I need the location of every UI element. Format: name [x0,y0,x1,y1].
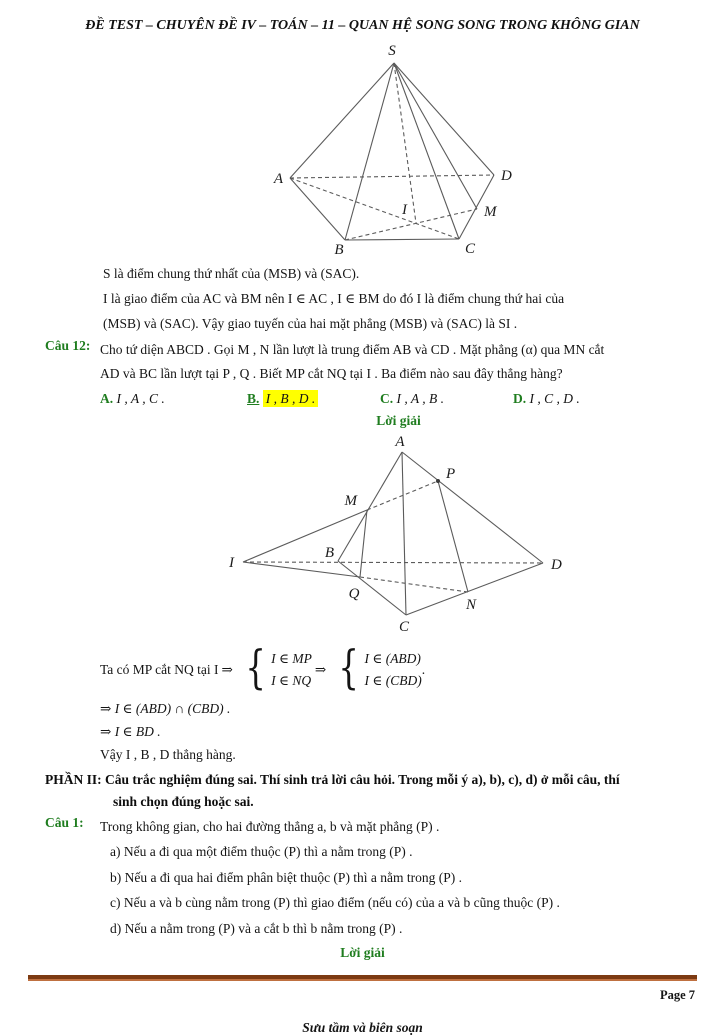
question-1-items [0,839,725,941]
cases-block-2 [364,650,421,690]
answer-option-c [380,389,513,409]
page-title: ĐỀ TEST – CHUYÊN ĐỀ IV – TOÁN – 11 – QUAN HỆ SONG SONG TRONG KHÔNG GIAN [85,18,640,33]
answer-text-b-highlighted: I , B , D . [263,390,319,407]
segment-qn-hidden [360,577,468,592]
segment-ibd-hidden [243,562,543,563]
vertex-label-b: B [324,545,334,561]
answer-option-a [100,389,247,409]
diagram-tetrahedron-abcd [220,433,578,637]
answer-text-d: I , C , D . [529,391,580,406]
question-12-label: Câu 12: [45,338,91,353]
point-p-dot [436,479,440,483]
question-12-text-line2: AD và BC lần lượt tại P , Q . Biết MP cắt NQ tại I . Ba điểm nào sau đây thẳng hàng? [100,366,563,381]
vertex-label-p: P [446,466,456,482]
vertex-label-a: A [395,434,405,450]
answer-letter-c: C. [380,391,394,406]
diagram-pyramid-sabcd [254,41,538,259]
solution-heading-1: Lời giải [340,945,385,960]
edge-sd [394,63,494,175]
footer-divider [28,975,697,981]
edge-bc [345,239,459,240]
vertex-label-q: Q [348,586,360,602]
question-1-item-a: a) Nếu a đi qua một điểm thuộc (P) thì a nằm trong (P) . [110,844,413,859]
solution-11-line1: S là điểm chung thứ nhất của (MSB) và (SAC). [103,266,360,281]
edge-ac [402,452,406,615]
answer-option-d [513,389,697,409]
question-1-label: Câu 1: [45,815,84,830]
question-1-item-c: c) Nếu a và b cùng nằm trong (P) thì giao điểm (nếu có) của a và b cũng thuộc (P) . [110,895,560,910]
vertex-label-s: S [388,43,396,59]
question-12 [0,338,725,431]
implies-arrow: ⇒ [100,701,112,716]
answer-text-a: I , A , C . [116,391,165,406]
answer-row [100,389,697,409]
period: . [421,662,426,677]
solution-12-line2-text: I ∈ (ABD) ∩ (CBD) . [114,701,231,716]
segment-ac-hidden [290,178,459,239]
solution-12-line3 [0,720,725,743]
implies-arrow: ⇒ [100,724,112,739]
part-2-heading [0,769,725,813]
answer-option-b-correct [247,389,380,409]
vertex-label-c: C [465,241,476,257]
part-2-heading-line1: Câu trắc nghiệm đúng sai. Thí sinh trả lời câu hỏi. Trong mỗi ý a), b), c), d) ở mỗi câu, thí [105,772,620,787]
solution-11-text [0,261,725,336]
vertex-label-b: B [334,242,344,258]
case-2b: I ∈ (CBD) [364,673,422,688]
cases-brace-2: { [338,640,360,695]
case-2a: I ∈ (ABD) [364,651,421,666]
part-2-label: PHẦN II: [45,772,102,787]
solution-12-intro: Ta có MP cắt NQ tại I [100,662,219,677]
implies-arrow: ⇒ [314,662,327,677]
cases-block-1 [271,650,312,690]
implies-arrow: ⇒ [221,662,233,677]
vertex-label-i: I [402,202,407,218]
vertex-label-n: N [465,597,477,613]
part-2-heading-line2: sinh chọn đúng hoặc sai. [113,794,254,809]
edge-ad-hidden [290,175,494,178]
footer-credit: Sưu tầm và biên soạn [302,1020,423,1035]
segment-si-hidden [394,63,416,223]
vertex-label-a: A [273,171,283,187]
question-1-item-b: b) Nếu a đi qua hai điểm phân biệt thuộc (P) thì a nằm trong (P) . [110,869,463,885]
edge-ad [402,452,543,563]
question-1-text: Trong không gian, cho hai đường thẳng a, b và mặt phẳng (P) . [100,819,440,834]
case-1b: I ∈ NQ [271,673,312,688]
edge-sm [394,63,477,209]
page-number: Page 7 [659,988,695,1002]
answer-letter-b: B. [247,391,260,406]
case-1a: I ∈ MP [271,651,312,666]
answer-letter-a: A. [100,391,114,406]
segment-im [243,510,367,562]
answer-text-c: I , A , B . [396,391,445,406]
solution-11-line2: I là giao điểm của AC và BM nên I ∈ AC , I ∈ BM do đó I là điểm chung thứ hai của [103,291,565,306]
question-1 [0,815,725,839]
segment-mq [360,510,367,577]
solution-heading-12: Lời giải [376,413,421,428]
solution-12-line2 [0,697,725,720]
vertex-label-m: M [484,204,497,220]
solution-12-line3-text: I ∈ BD . [114,724,161,739]
solution-12-conclusion: Vậy I , B , D thẳng hàng. [100,747,236,762]
vertex-label-c: C [398,619,410,635]
question-1-item-d: d) Nếu a nằm trong (P) và a cắt b thì b nằm trong (P) . [110,920,403,936]
vertex-label-m: M [344,493,357,509]
vertex-label-d: D [551,557,562,573]
edge-ab [290,178,345,240]
question-12-text-line1: Cho tứ diện ABCD . Gọi M , N lần lượt là trung điểm AB và CD . Mặt phẳng (α) qua MN cắt [100,342,605,357]
answer-letter-d: D. [513,391,527,406]
cases-brace-1: { [245,640,266,695]
vertex-label-i: I [229,555,234,571]
segment-pn [438,481,468,592]
vertex-label-d: D [501,168,512,184]
solution-11-line3: (MSB) và (SAC). Vậy giao tuyến của hai mặt phẳng (MSB) và (SAC) là SI . [103,316,518,331]
solution-12-cases-line [0,640,725,697]
